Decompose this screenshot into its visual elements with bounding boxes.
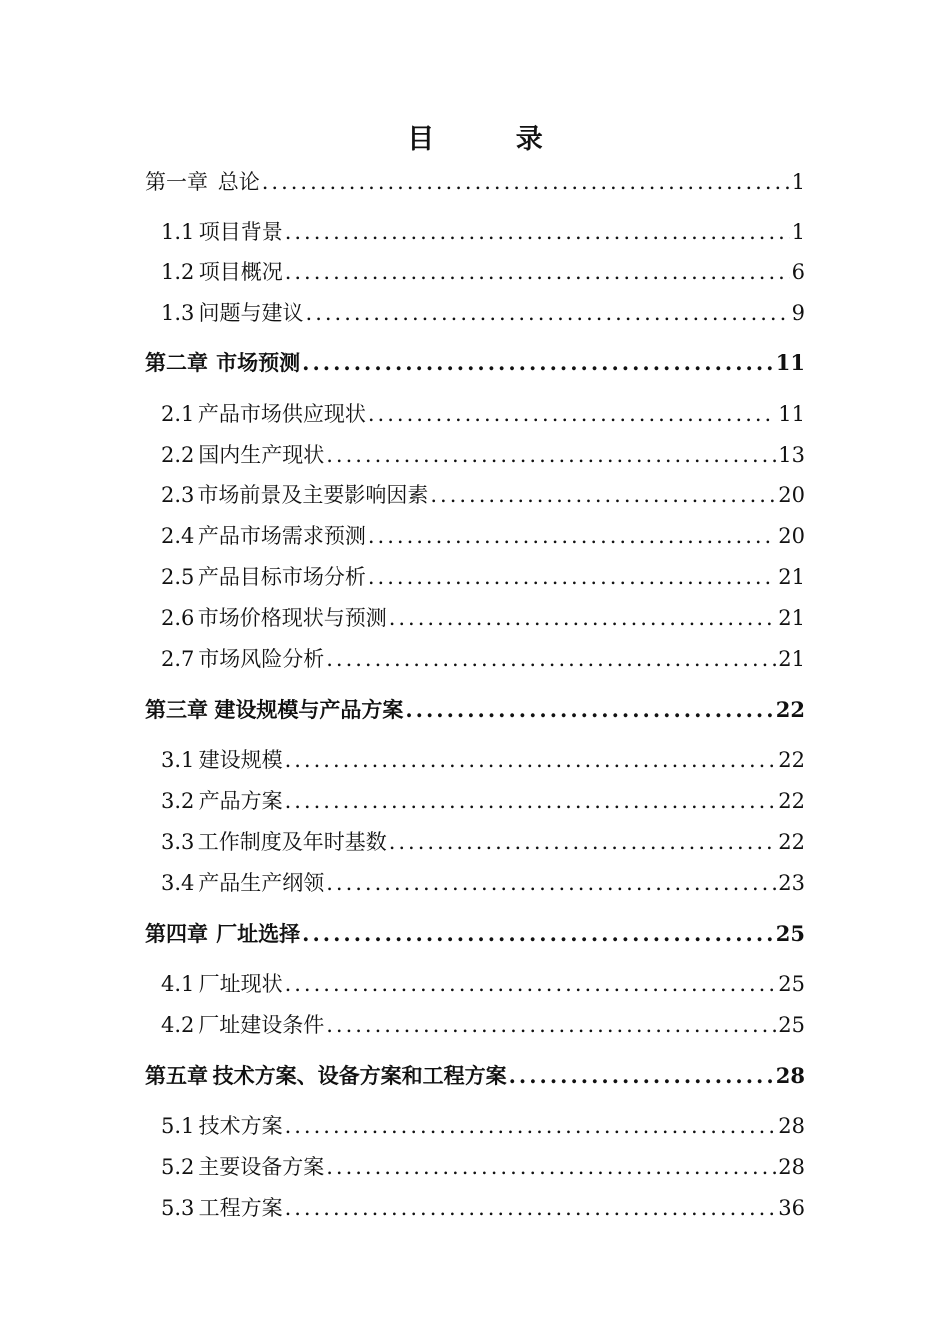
toc-entry-page-number: 20 bbox=[778, 524, 805, 548]
toc-dot-leader bbox=[509, 1062, 774, 1090]
toc-entry-page-number: 1 bbox=[791, 220, 805, 244]
toc-entry-page-number: 28 bbox=[778, 1114, 805, 1138]
toc-entry-label: 产品市场供应现状 bbox=[197, 402, 366, 426]
toc-chapter-entry[interactable] bbox=[145, 349, 805, 377]
toc-entry-number: 1.2 bbox=[161, 260, 195, 284]
toc-entry-number: 2.3 bbox=[161, 483, 195, 507]
toc-dot-leader bbox=[285, 218, 790, 246]
toc-section-entry[interactable] bbox=[161, 970, 805, 998]
toc-entry-label: 厂址现状 bbox=[198, 972, 283, 996]
toc-section-entry[interactable] bbox=[161, 441, 805, 469]
toc-dot-leader bbox=[285, 746, 777, 774]
toc-entry-number: 3.3 bbox=[161, 830, 195, 854]
toc-title: 目 录 bbox=[407, 124, 579, 155]
toc-entry-label: 建设规模 bbox=[198, 748, 283, 772]
toc-entry-label: 市场风险分析 bbox=[198, 647, 325, 671]
toc-dot-leader bbox=[306, 299, 790, 327]
toc-entry-page-number: 11 bbox=[778, 402, 805, 426]
toc-dot-leader bbox=[302, 920, 774, 948]
toc-entry-label: 产品市场需求预测 bbox=[197, 524, 366, 548]
toc-entry-label: 工程方案 bbox=[198, 1196, 283, 1220]
toc-entry-page-number: 13 bbox=[778, 443, 805, 467]
toc-entry-number: 5.2 bbox=[161, 1155, 195, 1179]
toc-entry-page-number: 1 bbox=[791, 170, 805, 194]
toc-entry-label: 产品方案 bbox=[198, 789, 283, 813]
toc-section-entry[interactable] bbox=[161, 563, 805, 591]
toc-section-entry[interactable] bbox=[161, 645, 805, 673]
toc-entry-label: 厂址建设条件 bbox=[198, 1013, 325, 1037]
toc-dot-leader bbox=[326, 1153, 776, 1181]
toc-section-entry[interactable] bbox=[161, 828, 805, 856]
toc-entry-number: 2.6 bbox=[161, 606, 195, 630]
toc-entry-label: 主要设备方案 bbox=[198, 1155, 325, 1179]
toc-section-entry[interactable] bbox=[161, 604, 805, 632]
toc-entry-page-number: 20 bbox=[778, 483, 805, 507]
toc-dot-leader bbox=[285, 258, 790, 286]
toc-dot-leader bbox=[326, 1011, 776, 1039]
toc-entry-label: 市场预测 bbox=[216, 350, 301, 375]
toc-entry-label: 建设规模与产品方案 bbox=[214, 697, 404, 722]
toc-entry-page-number: 21 bbox=[778, 647, 805, 671]
toc-dot-leader bbox=[368, 563, 776, 591]
toc-dot-leader bbox=[285, 970, 777, 998]
toc-section-entry[interactable] bbox=[161, 746, 805, 774]
toc-entry-label: 产品生产纲领 bbox=[198, 871, 325, 895]
toc-entry-label: 产品目标市场分析 bbox=[197, 565, 366, 589]
toc-entry-page-number: 6 bbox=[791, 260, 805, 284]
toc-entry-number: 第三章 bbox=[145, 697, 208, 722]
toc-dot-leader bbox=[326, 869, 776, 897]
toc-dot-leader bbox=[326, 441, 776, 469]
toc-entry-label: 工作制度及年时基数 bbox=[197, 830, 387, 854]
toc-entry-page-number: 22 bbox=[775, 697, 805, 722]
toc-entry-label: 项目背景 bbox=[198, 220, 283, 244]
toc-entry-page-number: 28 bbox=[775, 1063, 805, 1088]
toc-entry-label: 市场价格现状与预测 bbox=[197, 606, 387, 630]
toc-entry-number: 3.1 bbox=[161, 748, 195, 772]
toc-entry-page-number: 25 bbox=[778, 1013, 805, 1037]
toc-entry-page-number: 22 bbox=[778, 789, 805, 813]
toc-entry-page-number: 21 bbox=[778, 565, 805, 589]
toc-chapter-entry[interactable] bbox=[145, 696, 805, 724]
toc-section-entry[interactable] bbox=[161, 258, 805, 286]
toc-entry-page-number: 28 bbox=[778, 1155, 805, 1179]
toc-dot-leader bbox=[285, 1194, 777, 1222]
toc-dot-leader bbox=[389, 828, 777, 856]
toc-entry-page-number: 22 bbox=[778, 748, 805, 772]
toc-dot-leader bbox=[405, 696, 773, 724]
toc-dot-leader bbox=[368, 522, 776, 550]
toc-entry-label: 技术方案 bbox=[198, 1114, 283, 1138]
toc-section-entry[interactable] bbox=[161, 1194, 805, 1222]
toc-entry-page-number: 23 bbox=[778, 871, 805, 895]
toc-section-entry[interactable] bbox=[161, 1011, 805, 1039]
toc-section-entry[interactable] bbox=[161, 787, 805, 815]
toc-entry-number: 1.1 bbox=[161, 220, 195, 244]
toc-dot-leader bbox=[430, 481, 776, 509]
toc-entry-number: 4.2 bbox=[161, 1013, 195, 1037]
toc-entry-number: 2.1 bbox=[161, 402, 195, 426]
toc-entry-number: 第四章 bbox=[145, 921, 208, 946]
toc-dot-leader bbox=[389, 604, 777, 632]
toc-entry-number: 2.4 bbox=[161, 524, 195, 548]
toc-entry-label: 总论 bbox=[217, 170, 260, 194]
toc-entry-label: 厂址选择 bbox=[216, 921, 301, 946]
toc-chapter-entry[interactable] bbox=[145, 1062, 805, 1090]
toc-entry-page-number: 21 bbox=[778, 606, 805, 630]
toc-entry-number: 第五章 bbox=[145, 1063, 208, 1088]
toc-section-entry[interactable] bbox=[161, 400, 805, 428]
toc-entry-page-number: 25 bbox=[778, 972, 805, 996]
toc-section-entry[interactable] bbox=[161, 481, 805, 509]
toc-entry-label: 项目概况 bbox=[198, 260, 283, 284]
toc-entry-number: 3.4 bbox=[161, 871, 195, 895]
toc-entry-number: 5.3 bbox=[161, 1196, 195, 1220]
toc-section-entry[interactable] bbox=[161, 869, 805, 897]
toc-dot-leader bbox=[326, 645, 776, 673]
toc-section-entry[interactable] bbox=[161, 522, 805, 550]
toc-entry-page-number: 22 bbox=[778, 830, 805, 854]
toc-entry-number: 第二章 bbox=[145, 350, 208, 375]
toc-entry-label: 问题与建议 bbox=[198, 301, 304, 325]
toc-entry-label: 市场前景及主要影响因素 bbox=[197, 483, 429, 507]
toc-section-entry[interactable] bbox=[161, 299, 805, 327]
toc-entry-number: 2.5 bbox=[161, 565, 195, 589]
toc-entry-number: 2.2 bbox=[161, 443, 195, 467]
toc-entry-label: 技术方案、设备方案和工程方案 bbox=[212, 1063, 507, 1088]
toc-dot-leader bbox=[285, 1112, 777, 1140]
toc-entry-page-number: 11 bbox=[775, 350, 805, 375]
toc-section-entry[interactable] bbox=[161, 1153, 805, 1181]
toc-dot-leader bbox=[262, 168, 790, 196]
toc-entry-number: 5.1 bbox=[161, 1114, 195, 1138]
toc-entry-number: 4.1 bbox=[161, 972, 195, 996]
toc-chapter-entry[interactable] bbox=[145, 168, 805, 196]
toc-entry-label: 国内生产现状 bbox=[198, 443, 325, 467]
toc-dot-leader bbox=[302, 349, 774, 377]
toc-dot-leader bbox=[285, 787, 777, 815]
toc-entry-page-number: 9 bbox=[791, 301, 805, 325]
toc-section-entry[interactable] bbox=[161, 218, 805, 246]
toc-entry-page-number: 36 bbox=[778, 1196, 805, 1220]
toc-entry-number: 第一章 bbox=[145, 170, 208, 194]
toc-entry-page-number: 25 bbox=[775, 921, 805, 946]
toc-entry-number: 2.7 bbox=[161, 647, 195, 671]
toc-chapter-entry[interactable] bbox=[145, 920, 805, 948]
toc-dot-leader bbox=[368, 400, 776, 428]
toc-entry-number: 1.3 bbox=[161, 301, 195, 325]
toc-section-entry[interactable] bbox=[161, 1112, 805, 1140]
toc-entry-number: 3.2 bbox=[161, 789, 195, 813]
